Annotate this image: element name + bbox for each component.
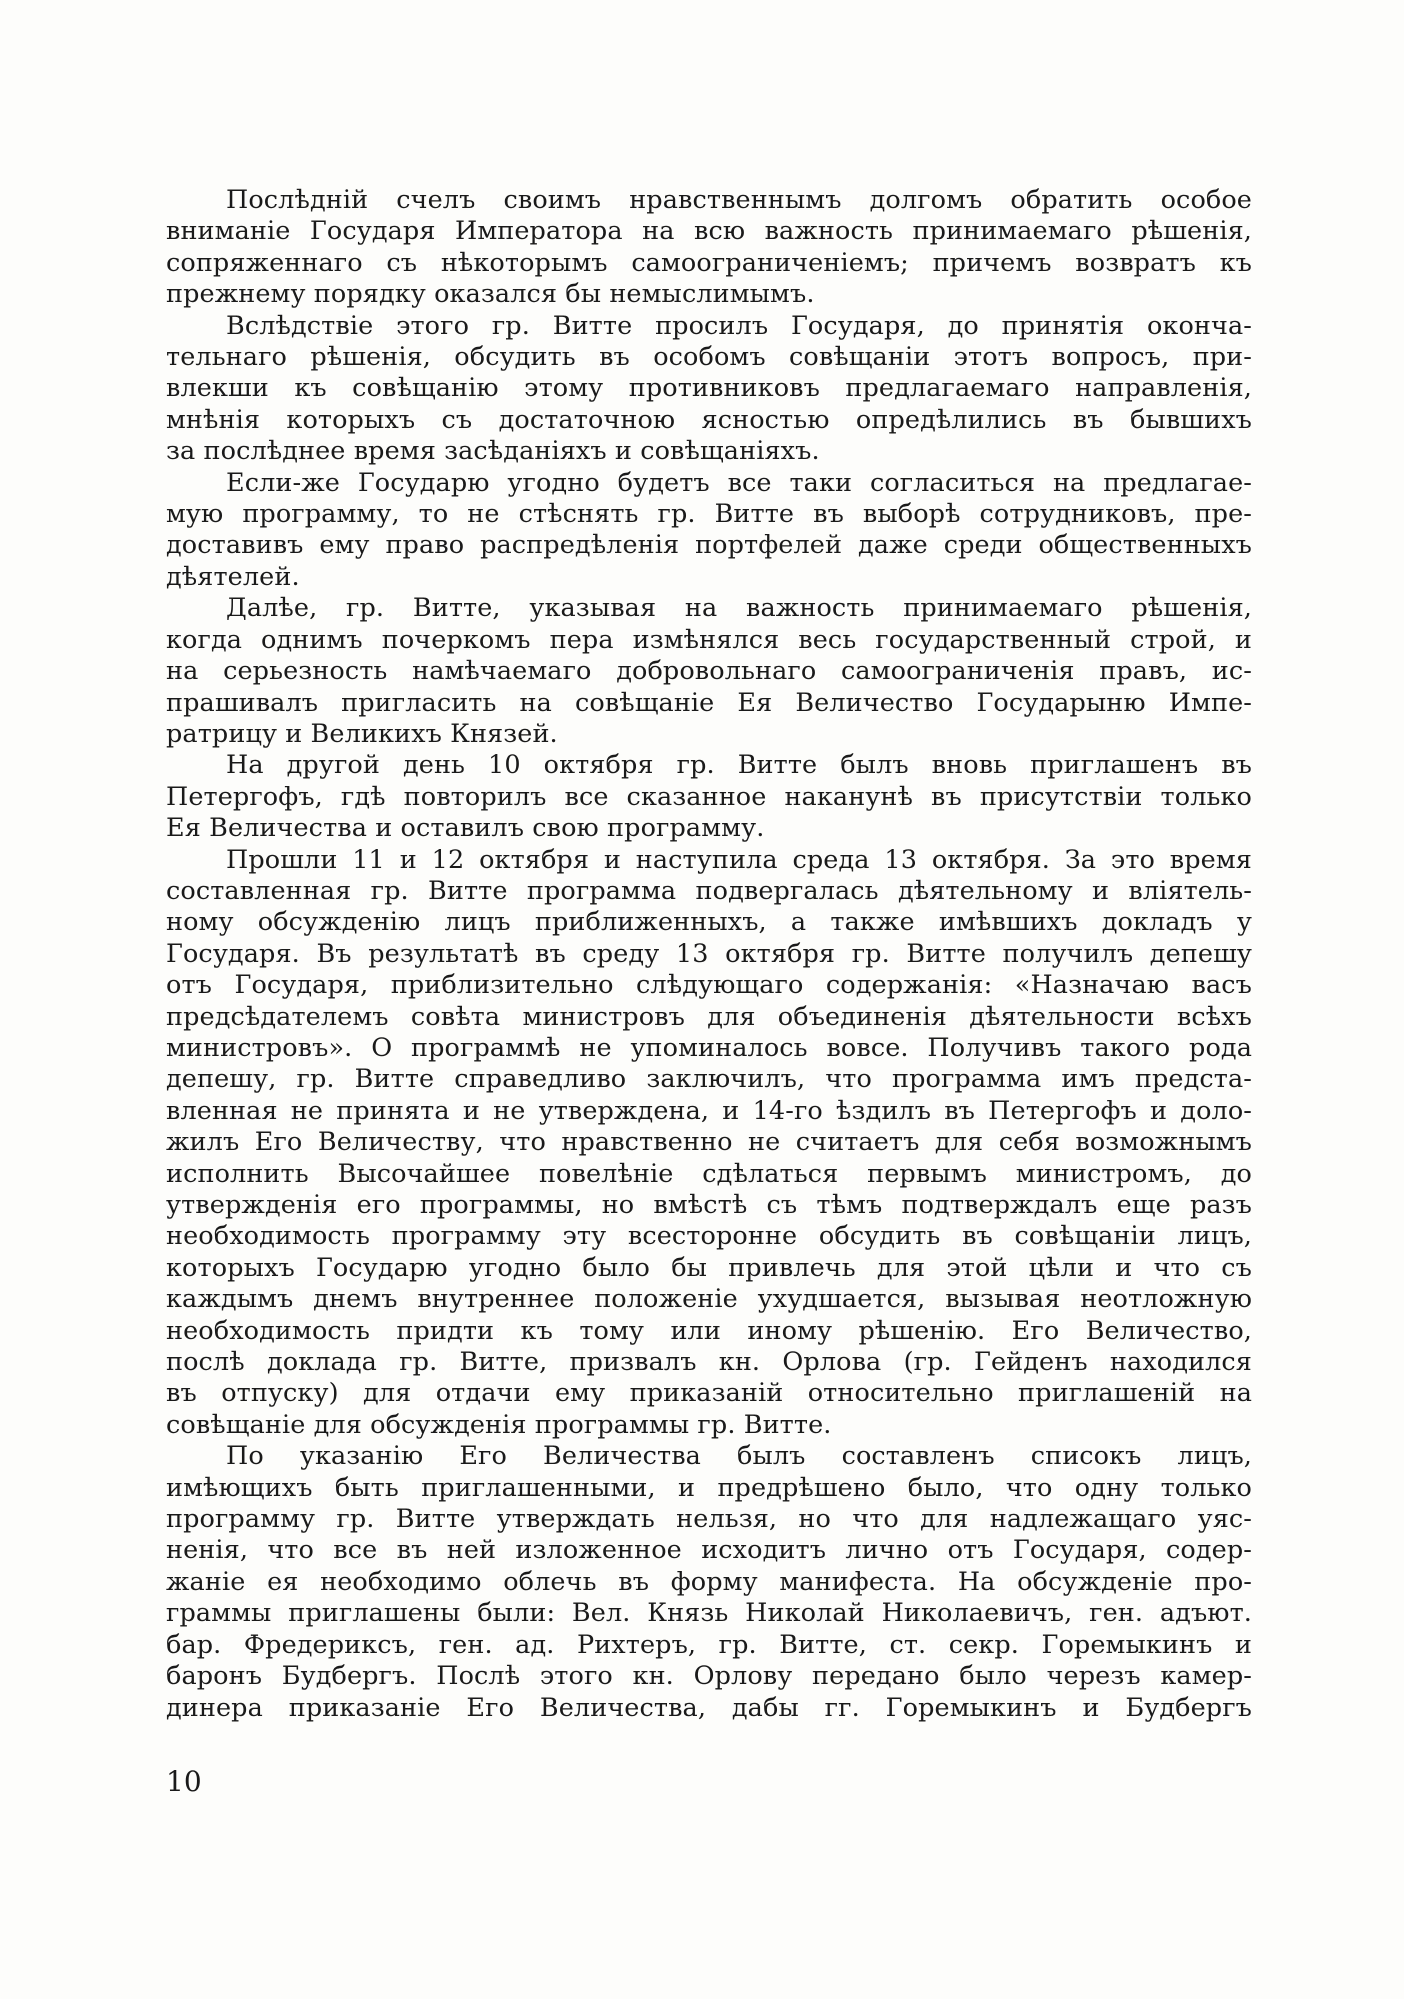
text-line: послѣ доклада гр. Витте, призвалъ кн. Орлова (гр. Гейденъ находился <box>166 1347 1252 1378</box>
text-line: вниманіе Государя Императора на всю важность принимаемаго рѣшенія, <box>166 216 1252 247</box>
text-line: имѣющихъ быть приглашенными, и предрѣшено было, что одну только <box>166 1472 1252 1503</box>
paragraph-4 <box>166 593 1252 750</box>
text-line: граммы приглашены были: Вел. Князь Николай Николаевичъ, ген. адъют. <box>166 1598 1252 1629</box>
text-line: Далѣе, гр. Витте, указывая на важность принимаемаго рѣшенія, <box>226 593 1252 624</box>
text-line: Если-же Государю угодно будетъ все таки согласиться на предлагае- <box>226 467 1252 498</box>
text-line: на серьезность намѣчаемаго добровольнаго самоограниченія правъ, ис- <box>166 656 1252 687</box>
text-line: доставивъ ему право распредѣленія портфелей даже среди общественныхъ <box>166 530 1252 561</box>
text-line: необходимость придти къ тому или иному рѣшенію. Его Величество, <box>166 1315 1252 1346</box>
text-line: бар. Фредериксъ, ген. ад. Рихтеръ, гр. Витте, ст. секр. Горемыкинъ и <box>166 1629 1252 1660</box>
page-number: 10 <box>166 1765 202 1798</box>
paragraph-1 <box>166 185 1252 311</box>
text-line: программу гр. Витте утверждать нельзя, но что для надлежащаго уяс- <box>166 1504 1252 1535</box>
paragraph-7 <box>166 1441 1252 1724</box>
text-line: динера приказаніе Его Величества, дабы гг. Горемыкинъ и Будбергъ <box>166 1692 1252 1723</box>
text-line: утвержденія его программы, но вмѣстѣ съ тѣмъ подтверждалъ еще разъ <box>166 1190 1252 1220</box>
paragraph-5 <box>166 750 1252 844</box>
text-line: жилъ Его Величеству, что нравственно не считаетъ для себя возможнымъ <box>166 1127 1252 1158</box>
text-line: Прошли 11 и 12 октября и наступила среда 13 октября. За это время <box>226 844 1252 875</box>
text-line: мнѣнія которыхъ съ достаточною ясностью опредѣлились въ бывшихъ <box>166 404 1252 435</box>
text-line: которыхъ Государю угодно было бы привлечь для этой цѣли и что съ <box>166 1252 1252 1283</box>
text-line: прежнему порядку оказался бы немыслимымъ. <box>166 279 815 310</box>
text-line: когда однимъ почеркомъ пера измѣнялся весь государственный строй, и <box>166 624 1252 655</box>
paragraph-2 <box>166 311 1252 468</box>
text-line: предсѣдателемъ совѣта министровъ для объединенія дѣятельности всѣхъ <box>166 1001 1252 1032</box>
paragraph-6 <box>166 845 1252 1442</box>
text-line: исполнить Высочайшее повелѣніе сдѣлаться первымъ министромъ, до <box>166 1158 1252 1189</box>
text-line: ненія, что все въ ней изложенное исходитъ лично отъ Государя, содер- <box>166 1535 1252 1566</box>
text-line: влекши къ совѣщанію этому противниковъ предлагаемаго направленія, <box>166 373 1252 404</box>
paragraph-3 <box>166 468 1252 594</box>
text-line: ному обсужденію лицъ приближенныхъ, а также имѣвшихъ докладъ у <box>166 907 1252 938</box>
text-line: за послѣднее время засѣданіяхъ и совѣщаніяхъ. <box>166 436 820 467</box>
text-line: Вслѣдствіе этого гр. Витте просилъ Государя, до принятія оконча- <box>226 310 1252 341</box>
text-line: Послѣдній счелъ своимъ нравственнымъ долгомъ обратить особое <box>226 185 1252 215</box>
text-line: составленная гр. Витте программа подвергалась дѣятельному и вліятель- <box>166 875 1252 906</box>
text-line: По указанію Его Величества былъ составленъ списокъ лицъ, <box>226 1441 1252 1472</box>
text-line: Ея Величества и оставилъ свою программу. <box>166 813 765 844</box>
text-line: сопряженнаго съ нѣкоторымъ самоограниченіемъ; причемъ возвратъ къ <box>166 247 1252 278</box>
text-line: въ отпуску) для отдачи ему приказаній относительно приглашеній на <box>166 1378 1252 1409</box>
text-line: мую программу, то не стѣснять гр. Витте въ выборѣ сотрудниковъ, пре- <box>166 499 1252 530</box>
text-line: отъ Государя, приблизительно слѣдующаго содержанія: «Назначаю васъ <box>166 970 1252 1001</box>
text-line: дѣятелей. <box>166 561 300 592</box>
text-line: необходимость программу эту всесторонне обсудить въ совѣщаніи лицъ, <box>166 1221 1252 1252</box>
text-line: жаніе ея необходимо облечь въ форму манифеста. На обсужденіе про- <box>166 1566 1252 1597</box>
text-line: ратрицу и Великихъ Князей. <box>166 718 558 749</box>
text-line: вленная не принята и не утверждена, и 14-го ѣздилъ въ Петергофъ и доло- <box>166 1095 1252 1126</box>
text-line: баронъ Будбергъ. Послѣ этого кн. Орлову передано было черезъ камер- <box>166 1661 1252 1692</box>
text-line: совѣщаніе для обсужденія программы гр. Витте. <box>166 1409 832 1440</box>
text-line: депешу, гр. Витте справедливо заключилъ, что программа имъ предста- <box>166 1064 1252 1095</box>
text-line: тельнаго рѣшенія, обсудить въ особомъ совѣщаніи этотъ вопросъ, при- <box>166 342 1252 373</box>
text-line: каждымъ днемъ внутреннее положеніе ухудшается, вызывая неотложную <box>166 1284 1252 1315</box>
text-line: Петергофъ, гдѣ повторилъ все сказанное наканунѣ въ присутствіи только <box>166 781 1252 812</box>
text-line: Государя. Въ результатѣ въ среду 13 октября гр. Витте получилъ депешу <box>166 938 1252 969</box>
text-line: На другой день 10 октября гр. Витте былъ вновь приглашенъ въ <box>226 750 1252 781</box>
text-line: прашивалъ пригласить на совѣщаніе Ея Величество Государыню Импе- <box>166 687 1252 718</box>
body-text <box>166 185 1252 1724</box>
text-line: министровъ». О программѣ не упоминалось вовсе. Получивъ такого рода <box>166 1032 1252 1063</box>
